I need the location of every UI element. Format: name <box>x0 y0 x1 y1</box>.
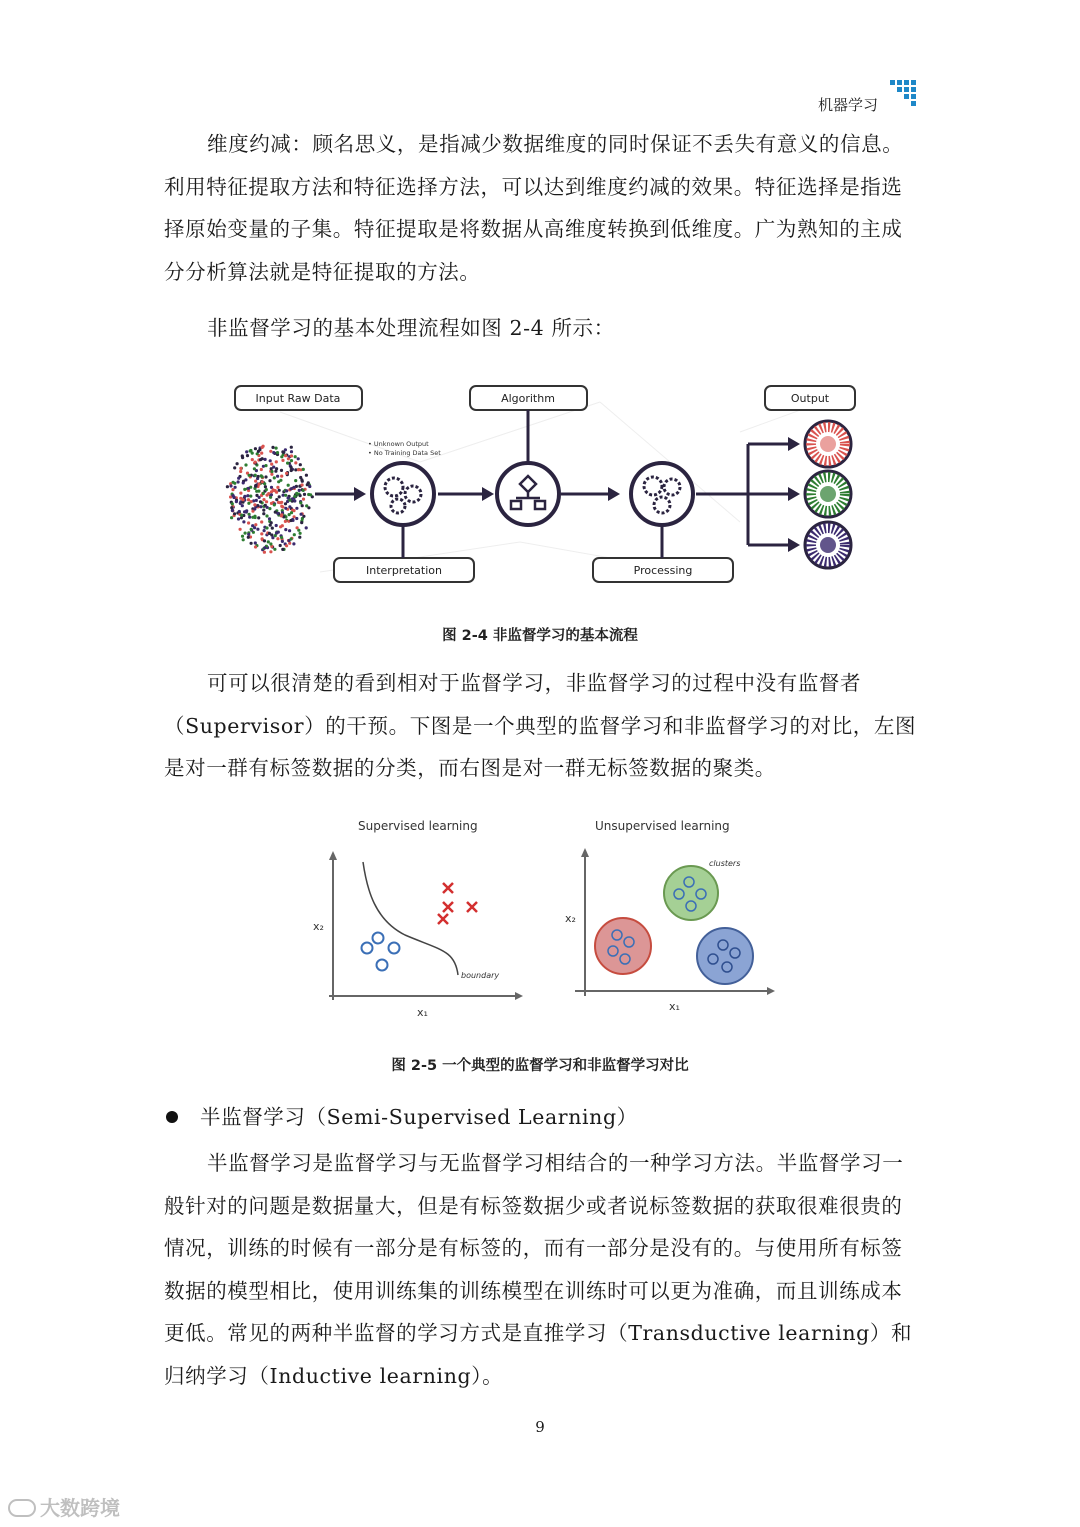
right-panel-title: Unsupervised learning <box>595 819 730 833</box>
raw-data-point <box>250 542 253 545</box>
raw-data-point <box>270 493 273 496</box>
raw-data-point <box>261 480 264 483</box>
raw-data-point <box>270 470 273 473</box>
raw-data-point <box>293 515 296 518</box>
raw-data-point <box>295 507 298 510</box>
raw-data-point <box>269 450 272 453</box>
raw-data-point <box>276 486 279 489</box>
raw-data-point <box>284 494 287 497</box>
raw-data-point <box>270 463 273 466</box>
raw-data-point <box>230 516 233 519</box>
raw-data-point <box>284 454 287 457</box>
raw-data-point <box>265 500 268 503</box>
box-output-label: Output <box>790 392 830 405</box>
raw-data-point <box>264 464 267 467</box>
raw-data-point <box>254 523 257 526</box>
box-processing-label: Processing <box>633 564 693 577</box>
raw-data-point <box>263 551 266 554</box>
raw-data-point <box>254 545 257 548</box>
raw-data-point <box>268 517 271 520</box>
raw-data-scatter <box>226 445 314 554</box>
raw-data-point <box>241 535 244 538</box>
raw-data-point <box>240 516 243 519</box>
raw-data-point <box>270 473 273 476</box>
raw-data-point <box>273 548 276 551</box>
raw-data-point <box>243 510 246 513</box>
raw-data-point <box>302 489 305 492</box>
note-unknown-output: • Unknown Output <box>368 440 429 448</box>
box-interpretation-label: Interpretation <box>366 564 442 577</box>
raw-data-point <box>279 544 282 547</box>
raw-data-point <box>281 540 284 543</box>
raw-data-point <box>264 475 267 478</box>
raw-data-point <box>294 461 297 464</box>
raw-data-point <box>287 496 290 499</box>
raw-data-point <box>275 532 278 535</box>
raw-data-point <box>260 474 263 477</box>
raw-data-point <box>265 526 268 529</box>
raw-data-point <box>284 507 287 510</box>
cluster-green <box>664 866 718 920</box>
raw-data-point <box>287 484 290 487</box>
raw-data-point <box>284 502 287 505</box>
raw-data-point <box>241 504 244 507</box>
raw-data-point <box>235 500 238 503</box>
raw-data-point <box>249 449 252 452</box>
raw-data-point <box>254 484 257 487</box>
raw-data-point <box>280 514 283 517</box>
raw-data-point <box>260 468 263 471</box>
raw-data-point <box>269 459 272 462</box>
raw-data-point <box>290 511 293 514</box>
raw-data-point <box>288 529 291 532</box>
raw-data-point <box>243 495 246 498</box>
box-output <box>765 386 855 410</box>
raw-data-point <box>275 467 278 470</box>
watermark-text: 大数跨境 <box>40 1496 120 1520</box>
raw-data-point <box>280 475 283 478</box>
raw-data-point <box>299 501 302 504</box>
raw-data-point <box>247 533 250 536</box>
raw-data-point <box>268 479 271 482</box>
raw-data-point <box>295 517 298 520</box>
labeled-crosses <box>438 883 477 924</box>
raw-data-point <box>250 528 253 531</box>
raw-data-point <box>289 519 292 522</box>
watermark-logo-icon <box>8 1499 36 1517</box>
raw-data-point <box>290 469 293 472</box>
raw-data-point <box>305 526 308 529</box>
right-ylabel: x₂ <box>565 912 576 925</box>
raw-data-point <box>273 489 276 492</box>
raw-data-point <box>294 455 297 458</box>
raw-data-point <box>251 458 254 461</box>
raw-data-point <box>300 521 303 524</box>
raw-data-point <box>288 542 291 545</box>
raw-data-point <box>249 495 252 498</box>
raw-data-point <box>257 475 260 478</box>
raw-data-point <box>254 447 257 450</box>
raw-data-point <box>299 463 302 466</box>
watermark <box>8 1492 120 1521</box>
raw-data-point <box>253 503 256 506</box>
raw-data-point <box>281 459 284 462</box>
raw-data-point <box>237 477 240 480</box>
raw-data-point <box>271 446 274 449</box>
raw-data-point <box>307 481 310 484</box>
cluster-blue <box>697 928 753 984</box>
clusters-annotation: clusters <box>709 859 741 868</box>
paragraph-supervised-comparison: 可可以很清楚的看到相对于监督学习，非监督学习的过程中没有监督者（Supervisor）的干预。下图是一个典型的监督学习和非监督学习的对比，左图是对一群有标签数据的分类，而右图是对一群无标签数据的聚类。 <box>164 671 917 780</box>
raw-data-point <box>273 503 276 506</box>
raw-data-point <box>294 479 297 482</box>
paragraph-semi-supervised: 半监督学习是监督学习与无监督学习相结合的一种学习方法。半监督学习一般针对的问题是数据量大，但是有标签数据少或者说标签数据的获取很难很贵的情况，训练的时候有一部分是有标签的，而有一部分是没有的。与使用所有标签数据的模型相比，使用训练集的训练模型在训练时可以更为准确，而且训练成本更低。常见的两种半监督的学习方式是直推学习（Transductive learning）和归纳学习（Inductive learning）。 <box>164 1151 913 1388</box>
raw-data-point <box>265 514 268 517</box>
raw-data-point <box>264 458 267 461</box>
raw-data-point <box>259 458 262 461</box>
raw-data-point <box>254 516 257 519</box>
raw-data-point <box>265 488 268 491</box>
raw-data-point <box>259 500 262 503</box>
raw-data-point <box>269 550 272 553</box>
paragraph-figure-intro: 非监督学习的基本处理流程如图 2-4 所示： <box>207 316 615 340</box>
raw-data-point <box>263 539 266 542</box>
raw-data-point <box>296 526 299 529</box>
left-ylabel: x₂ <box>313 920 324 933</box>
raw-data-point <box>293 486 296 489</box>
raw-data-point <box>284 528 287 531</box>
raw-data-point <box>303 493 306 496</box>
raw-data-point <box>262 498 265 501</box>
raw-data-point <box>305 504 308 507</box>
left-xlabel: x₁ <box>417 1006 428 1019</box>
running-header-title: 机器学习 <box>818 96 879 114</box>
left-panel-title: Supervised learning <box>358 819 478 833</box>
raw-data-point <box>233 512 236 515</box>
raw-data-point <box>233 466 236 469</box>
raw-data-point <box>290 466 293 469</box>
figure-2-4-caption: 图 2-4 非监督学习的基本流程 <box>442 628 638 644</box>
raw-data-point <box>254 480 257 483</box>
raw-data-point <box>240 514 243 517</box>
raw-data-point <box>299 494 302 497</box>
raw-data-point <box>232 494 235 497</box>
raw-data-point <box>239 467 242 470</box>
raw-data-point <box>234 486 237 489</box>
raw-data-point <box>302 498 305 501</box>
raw-data-point <box>253 507 256 510</box>
box-interpretation <box>334 558 474 582</box>
raw-data-point <box>241 456 244 459</box>
raw-data-point <box>270 467 273 470</box>
raw-data-point <box>281 548 284 551</box>
raw-data-point <box>239 470 242 473</box>
raw-data-point <box>278 489 281 492</box>
interpretation-gear-icon <box>372 463 434 525</box>
paragraph-dimension-reduction: 维度约减：顾名思义，是指减少数据维度的同时保证不丢失有意义的信息。利用特征提取方法和特征选择方法，可以达到维度约减的效果。特征选择是指选择原始变量的子集。特征提取是将数据从高维度转换到低维度。广为熟知的主成分分析算法就是特征提取的方法。 <box>164 132 904 284</box>
raw-data-point <box>300 513 303 516</box>
raw-data-point <box>254 474 257 477</box>
raw-data-point <box>292 542 295 545</box>
algorithm-flowchart-icon <box>497 463 559 525</box>
raw-data-point <box>266 506 269 509</box>
raw-data-point <box>239 492 242 495</box>
raw-data-point <box>254 461 257 464</box>
raw-data-point <box>248 513 251 516</box>
raw-data-point <box>271 536 274 539</box>
publisher-logo <box>890 80 920 108</box>
raw-data-point <box>253 467 256 470</box>
raw-data-point <box>305 474 308 477</box>
raw-data-point <box>262 509 265 512</box>
raw-data-point <box>297 457 300 460</box>
raw-data-point <box>247 487 250 490</box>
labeled-circles <box>362 933 400 971</box>
raw-data-point <box>301 483 304 486</box>
raw-data-point <box>288 505 291 508</box>
raw-data-point <box>300 478 303 481</box>
raw-data-point <box>309 493 312 496</box>
raw-data-point <box>284 448 287 451</box>
raw-data-point <box>248 474 251 477</box>
raw-data-point <box>262 512 265 515</box>
right-xlabel: x₁ <box>669 1000 680 1013</box>
output-cluster-green <box>805 471 851 517</box>
boundary-annotation: boundary <box>461 971 500 980</box>
raw-data-point <box>276 451 279 454</box>
raw-data-point <box>272 451 275 454</box>
raw-data-point <box>247 536 250 539</box>
raw-data-point <box>285 472 288 475</box>
raw-data-point <box>258 483 261 486</box>
raw-data-point <box>256 528 259 531</box>
cluster-red <box>595 918 651 974</box>
raw-data-point <box>260 532 263 535</box>
raw-data-point <box>258 448 261 451</box>
raw-data-point <box>278 495 281 498</box>
supervised-vs-unsupervised-figure <box>305 810 785 1025</box>
raw-data-point <box>281 505 284 508</box>
raw-data-point <box>302 515 305 518</box>
note-no-training-data: • No Training Data Set <box>368 449 441 457</box>
raw-data-point <box>280 536 283 539</box>
raw-data-point <box>268 507 271 510</box>
raw-data-point <box>247 521 250 524</box>
raw-data-point <box>298 489 301 492</box>
raw-data-point <box>244 463 247 466</box>
raw-data-point <box>242 538 245 541</box>
raw-data-point <box>285 544 288 547</box>
raw-data-point <box>260 520 263 523</box>
box-input-raw-data <box>235 386 362 410</box>
raw-data-point <box>275 498 278 501</box>
raw-data-point <box>284 520 287 523</box>
raw-data-point <box>242 520 245 523</box>
raw-data-point <box>290 459 293 462</box>
raw-data-point <box>280 455 283 458</box>
raw-data-point <box>239 497 242 500</box>
raw-data-point <box>245 450 248 453</box>
bullet-point <box>166 1111 178 1123</box>
raw-data-point <box>271 527 274 530</box>
raw-data-point <box>293 495 296 498</box>
unsupervised-flow-diagram <box>220 372 860 597</box>
raw-data-point <box>269 524 272 527</box>
box-algorithm <box>470 386 587 410</box>
raw-data-point <box>254 541 257 544</box>
raw-data-point <box>230 506 233 509</box>
raw-data-point <box>242 481 245 484</box>
raw-data-point <box>279 479 282 482</box>
raw-data-point <box>247 498 250 501</box>
raw-data-point <box>246 454 249 457</box>
raw-data-point <box>247 502 250 505</box>
raw-data-point <box>268 532 271 535</box>
raw-data-point <box>236 462 239 465</box>
raw-data-point <box>285 489 288 492</box>
raw-data-point <box>229 484 232 487</box>
raw-data-point <box>287 457 290 460</box>
raw-data-point <box>231 502 234 505</box>
raw-data-point <box>275 524 278 527</box>
raw-data-point <box>308 485 311 488</box>
raw-data-point <box>255 499 258 502</box>
box-processing <box>593 558 733 582</box>
raw-data-point <box>276 475 279 478</box>
raw-data-point <box>261 446 264 449</box>
raw-data-point <box>226 485 229 488</box>
raw-data-point <box>243 488 246 491</box>
raw-data-point <box>281 524 284 527</box>
raw-data-point <box>263 546 266 549</box>
page-number: 9 <box>535 1418 545 1436</box>
raw-data-point <box>232 481 235 484</box>
raw-data-point <box>277 501 280 504</box>
raw-data-point <box>286 462 289 465</box>
raw-data-point <box>302 468 305 471</box>
box-input-label: Input Raw Data <box>255 392 341 405</box>
raw-data-point <box>264 485 267 488</box>
raw-data-point <box>263 529 266 532</box>
raw-data-point <box>289 487 292 490</box>
raw-data-point <box>280 469 283 472</box>
raw-data-point <box>301 504 304 507</box>
raw-data-point <box>269 542 272 545</box>
raw-data-point <box>290 537 293 540</box>
processing-gears-icon <box>631 463 693 525</box>
raw-data-point <box>276 537 279 540</box>
raw-data-point <box>238 510 241 513</box>
raw-data-point <box>255 494 258 497</box>
raw-data-point <box>260 452 263 455</box>
raw-data-point <box>273 476 276 479</box>
raw-data-point <box>290 454 293 457</box>
raw-data-point <box>275 460 278 463</box>
semi-supervised-heading: 半监督学习（Semi-Supervised Learning） <box>200 1105 638 1129</box>
raw-data-point <box>253 526 256 529</box>
raw-data-point <box>267 540 270 543</box>
raw-data-point <box>239 528 242 531</box>
raw-data-point <box>299 532 302 535</box>
raw-data-point <box>244 532 247 535</box>
output-cluster-purple <box>805 522 851 568</box>
raw-data-point <box>293 533 296 536</box>
raw-data-point <box>290 446 293 449</box>
raw-data-point <box>280 501 283 504</box>
raw-data-point <box>246 494 249 497</box>
raw-data-point <box>237 517 240 520</box>
raw-data-point <box>298 536 301 539</box>
raw-data-point <box>248 516 251 519</box>
raw-data-point <box>295 492 298 495</box>
output-cluster-red <box>805 421 851 467</box>
raw-data-point <box>290 450 293 453</box>
raw-data-point <box>281 450 284 453</box>
raw-data-point <box>274 511 277 514</box>
box-algorithm-label: Algorithm <box>501 392 555 405</box>
raw-data-point <box>262 492 265 495</box>
raw-data-point <box>255 490 258 493</box>
raw-data-point <box>237 480 240 483</box>
figure-2-5-caption: 图 2-5 一个典型的监督学习和非监督学习对比 <box>391 1058 689 1074</box>
raw-data-point <box>275 447 278 450</box>
raw-data-point <box>259 505 262 508</box>
raw-data-point <box>257 516 260 519</box>
